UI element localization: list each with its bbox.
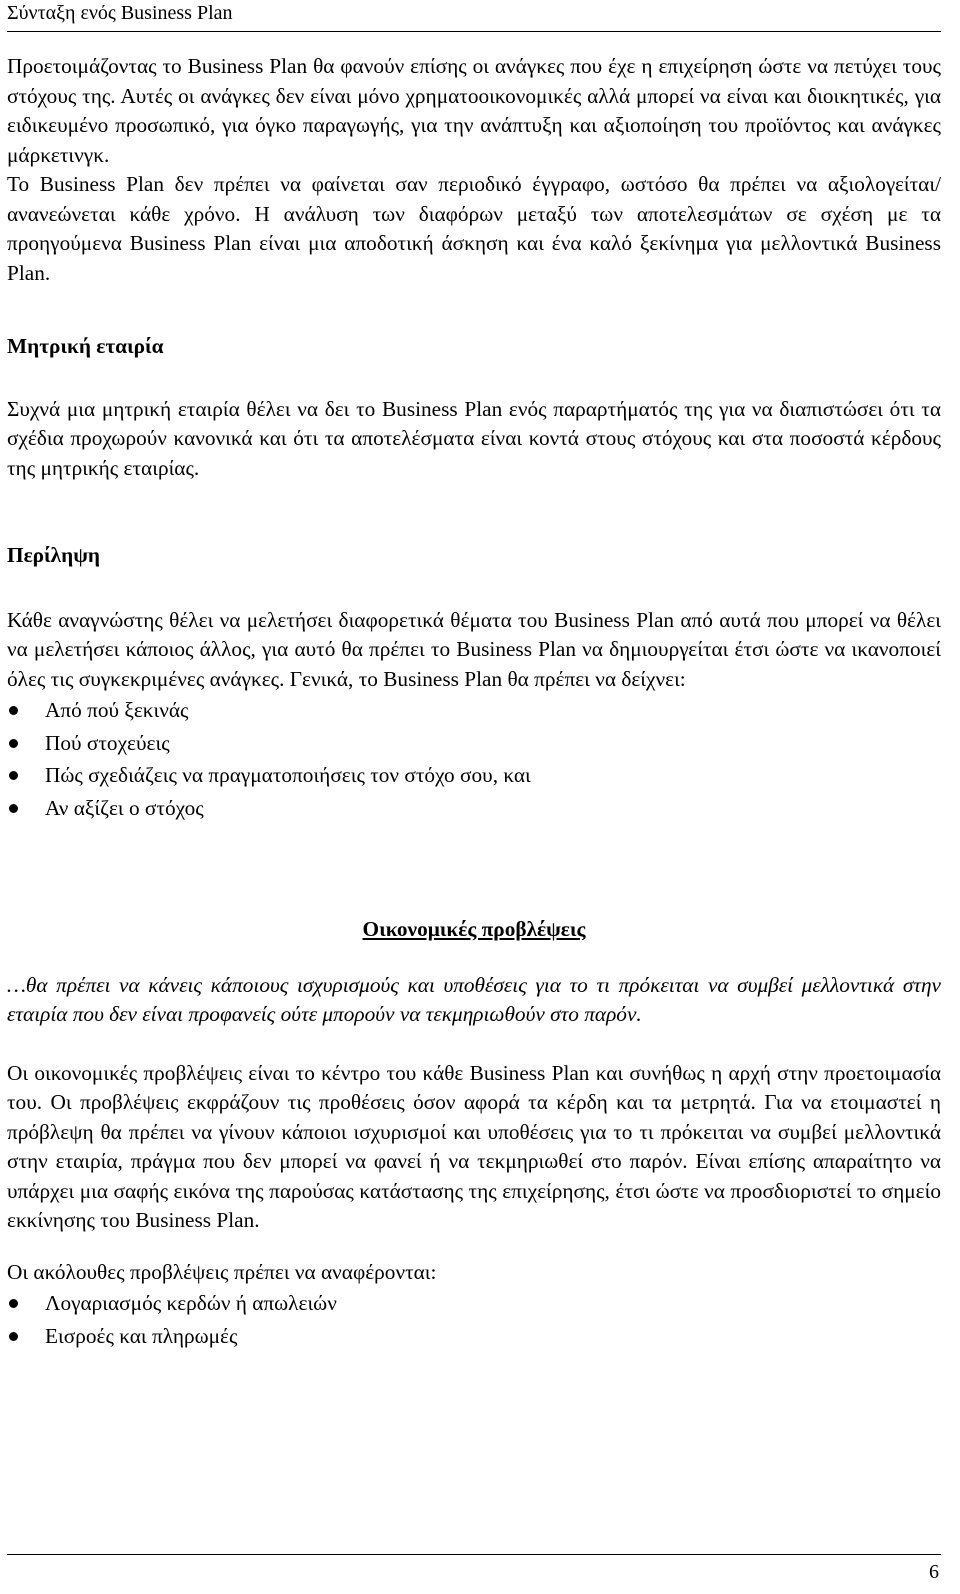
footer-divider	[7, 1554, 941, 1555]
page-number: 6	[929, 1561, 939, 1583]
header-divider	[7, 31, 941, 32]
page-header-title: Σύνταξη ενός Business Plan	[7, 2, 233, 24]
parent-company-paragraph: Συχνά μια μητρική εταιρία θέλει να δει το Business Plan ενός παραρτήματός της για να διαπιστώσει ότι τα σχέδια προχωρούν κανονικά και ότι τα αποτελέσματα είναι κοντά στους στόχους και στα ποσοστά κέρδους της μητρικής εταιρίας.	[7, 396, 941, 480]
document-body	[7, 52, 941, 1352]
list-item: Αν αξίζει ο στόχος	[7, 792, 941, 825]
bullet-icon	[9, 706, 18, 715]
bullet-icon	[9, 1332, 18, 1341]
bullet-icon	[9, 804, 18, 813]
list-item: Πώς σχεδιάζεις να πραγματοποιήσεις τον στόχο σου, και	[7, 759, 941, 792]
list-item: Λογαριασμός κερδών ή απωλειών	[7, 1287, 941, 1320]
section-heading-financial-forecasts: Οικονομικές προβλέψεις	[362, 917, 586, 941]
bullet-icon	[9, 739, 18, 748]
financial-forecasts-quote: …θα πρέπει να κάνεις κάποιους ισχυρισμούς και υποθέσεις για το τι πρόκειται να συμβεί μελλοντικά στην εταιρία που δεν είναι προφανείς ούτε μπορούν να τεκμηριωθούν στο παρόν.	[7, 972, 941, 1026]
summary-paragraph: Κάθε αναγνώστης θέλει να μελετήσει διαφορετικά θέματα του Business Plan από αυτά που μπορεί να θέλει να μελετήσει κάποιος άλλος, για αυτό θα πρέπει το Business Plan να δημιουργείται έτσι ώστε να ικανοποιεί όλες τις συγκεκριμένες ανάγκες. Γενικά, το Business Plan θα πρέπει να δείχνει:	[7, 607, 941, 691]
section-heading-parent-company: Μητρική εταιρία	[7, 334, 164, 358]
list-item: Πού στοχεύεις	[7, 727, 941, 760]
financial-forecasts-list-intro: Οι ακόλουθες προβλέψεις πρέπει να αναφέρονται:	[7, 1259, 437, 1284]
intro-paragraph-1: Προετοιμάζοντας το Business Plan θα φανούν επίσης οι ανάγκες που έχε η επιχείρηση ώστε να πετύχει τους στόχους της. Αυτές οι ανάγκες δεν είναι μόνο χρηματοοικονομικές αλλά μπορεί να είναι και διοικητικές, για ειδικευμένο προσωπικό, για όγκο παραγωγής, για την ανάπτυξη και αξιοποίηση του προϊόντος και ανάγκες μάρκετινγκ.	[7, 54, 941, 167]
list-item: Από πού ξεκινάς	[7, 694, 941, 727]
list-item: Εισροές και πληρωμές	[7, 1320, 941, 1353]
summary-bullet-list	[7, 694, 941, 824]
financial-forecasts-paragraph: Οι οικονομικές προβλέψεις είναι το κέντρο του κάθε Business Plan και συνήθως η αρχή στην προετοιμασία του. Οι προβλέψεις εκφράζουν τις προθέσεις όσον αφορά τα κέρδη και τα μετρητά. Για να ετοιμαστεί η πρόβλεψη θα πρέπει να γίνουν κάποιοι ισχυρισμοί και υποθέσεις για το τι πρόκειται να συμβεί μελλοντικά στην εταιρία, πράγμα που δεν μπορεί να φανεί ή να τεκμηριωθεί στο παρόν. Είναι επίσης απαραίτητο να υπάρχει μια σαφής εικόνα της παρούσας κατάστασης της επιχείρησης, έτσι ώστε να προσδιοριστεί το σημείο εκκίνησης του Business Plan.	[7, 1060, 941, 1232]
bullet-icon	[9, 1299, 18, 1308]
financial-forecasts-bullet-list	[7, 1287, 941, 1352]
intro-paragraph-2: Το Business Plan δεν πρέπει να φαίνεται σαν περιοδικό έγγραφο, ωστόσο θα πρέπει να αξιολογείται/ανανεώνεται κάθε χρόνο. Η ανάλυση των διαφόρων μεταξύ των αποτελεσμάτων σε σχέση με τα προηγούμενα Business Plan είναι μια αποδοτική άσκηση και ένα καλό ξεκίνημα για μελλοντικά Business Plan.	[7, 172, 941, 285]
bullet-icon	[9, 771, 18, 780]
section-heading-summary: Περίληψη	[7, 543, 100, 567]
